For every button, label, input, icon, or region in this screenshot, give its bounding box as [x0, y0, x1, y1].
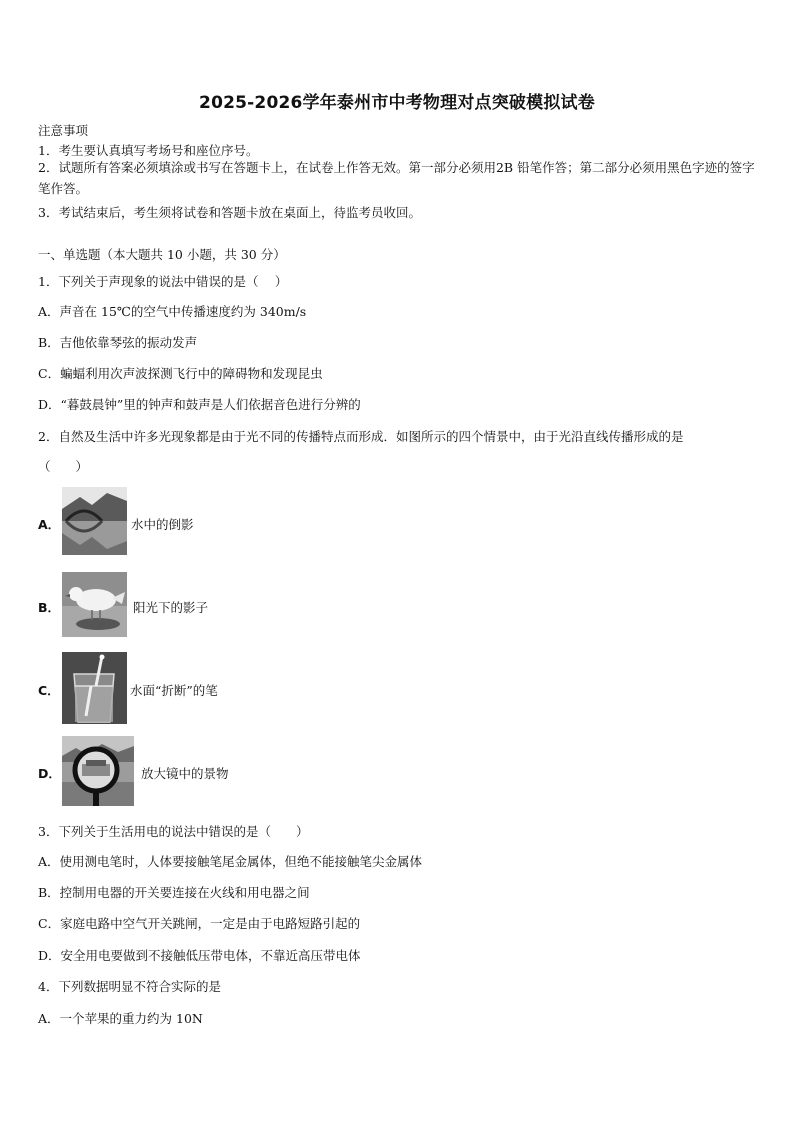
question-3-option-a: A．使用测电笔时，人体要接触笔尾金属体，但绝不能接触笔尖金属体 [38, 854, 423, 869]
question-2-option-b-label: B． [38, 600, 61, 615]
question-2-option-a-text: 水中的倒影 [131, 517, 194, 532]
question-1-stem: 1．下列关于声现象的说法中错误的是（ ） [38, 274, 288, 289]
magnifier-photo [62, 736, 134, 806]
question-3-option-d: D．安全用电要做到不接触低压带电体，不靠近高压带电体 [38, 948, 361, 963]
question-2-stem: 2．自然及生活中许多光现象都是由于光不同的传播特点而形成．如图所示的四个情景中，由于光沿直线传播形成的是 [38, 429, 684, 444]
question-3-option-b: B．控制用电器的开关要连接在火线和用电器之间 [38, 885, 310, 900]
section-heading: 一、单选题（本大题共 10 小题，共 30 分） [38, 247, 286, 262]
question-2-stem-tail: （ ） [38, 459, 89, 474]
question-2-option-d-text: 放大镜中的景物 [141, 766, 229, 781]
dove-shadow-photo [62, 572, 127, 637]
question-2-option-c-label: C． [38, 683, 60, 698]
question-1-option-b: B．吉他依靠琴弦的振动发声 [38, 335, 198, 350]
notice-item-2: 2．试题所有答案必须填涂或书写在答题卡上，在试卷上作答无效。第一部分必须用2B 铅笔作答；第二部分必须用黑色字迹的签字笔作答。 [38, 160, 755, 196]
question-4-option-a: A．一个苹果的重力约为 10N [38, 1011, 203, 1026]
question-2-option-c-text: 水面“折断”的笔 [130, 683, 218, 698]
question-3-option-c: C．家庭电路中空气开关跳闸，一定是由于电路短路引起的 [38, 916, 361, 931]
question-2-option-a-label: A． [38, 517, 61, 532]
question-1-option-c: C．蝙蝠利用次声波探测飞行中的障碍物和发现昆虫 [38, 366, 323, 381]
question-1-option-d: D．“暮鼓晨钟”里的钟声和鼓声是人们依据音色进行分辨的 [38, 397, 361, 412]
notice-heading: 注意事项 [38, 123, 89, 138]
exam-title: 2025-2026学年泰州市中考物理对点突破模拟试卷 [199, 93, 595, 113]
question-4-stem: 4．下列数据明显不符合实际的是 [38, 979, 221, 994]
pencil-in-glass-photo [62, 652, 127, 724]
question-2-option-b-text: 阳光下的影子 [133, 600, 209, 615]
question-1-option-a: A．声音在 15℃的空气中传播速度约为 340m/s [38, 304, 307, 319]
notice-item-3: 3．考试结束后，考生须将试卷和答题卡放在桌面上，待监考员收回。 [38, 205, 421, 220]
question-2-option-d-label: D． [38, 766, 61, 781]
notice-item-1: 1．考生要认真填写考场号和座位序号。 [38, 143, 259, 158]
question-3-stem: 3．下列关于生活用电的说法中错误的是（ ） [38, 824, 309, 839]
bridge-reflection-photo [62, 487, 127, 555]
